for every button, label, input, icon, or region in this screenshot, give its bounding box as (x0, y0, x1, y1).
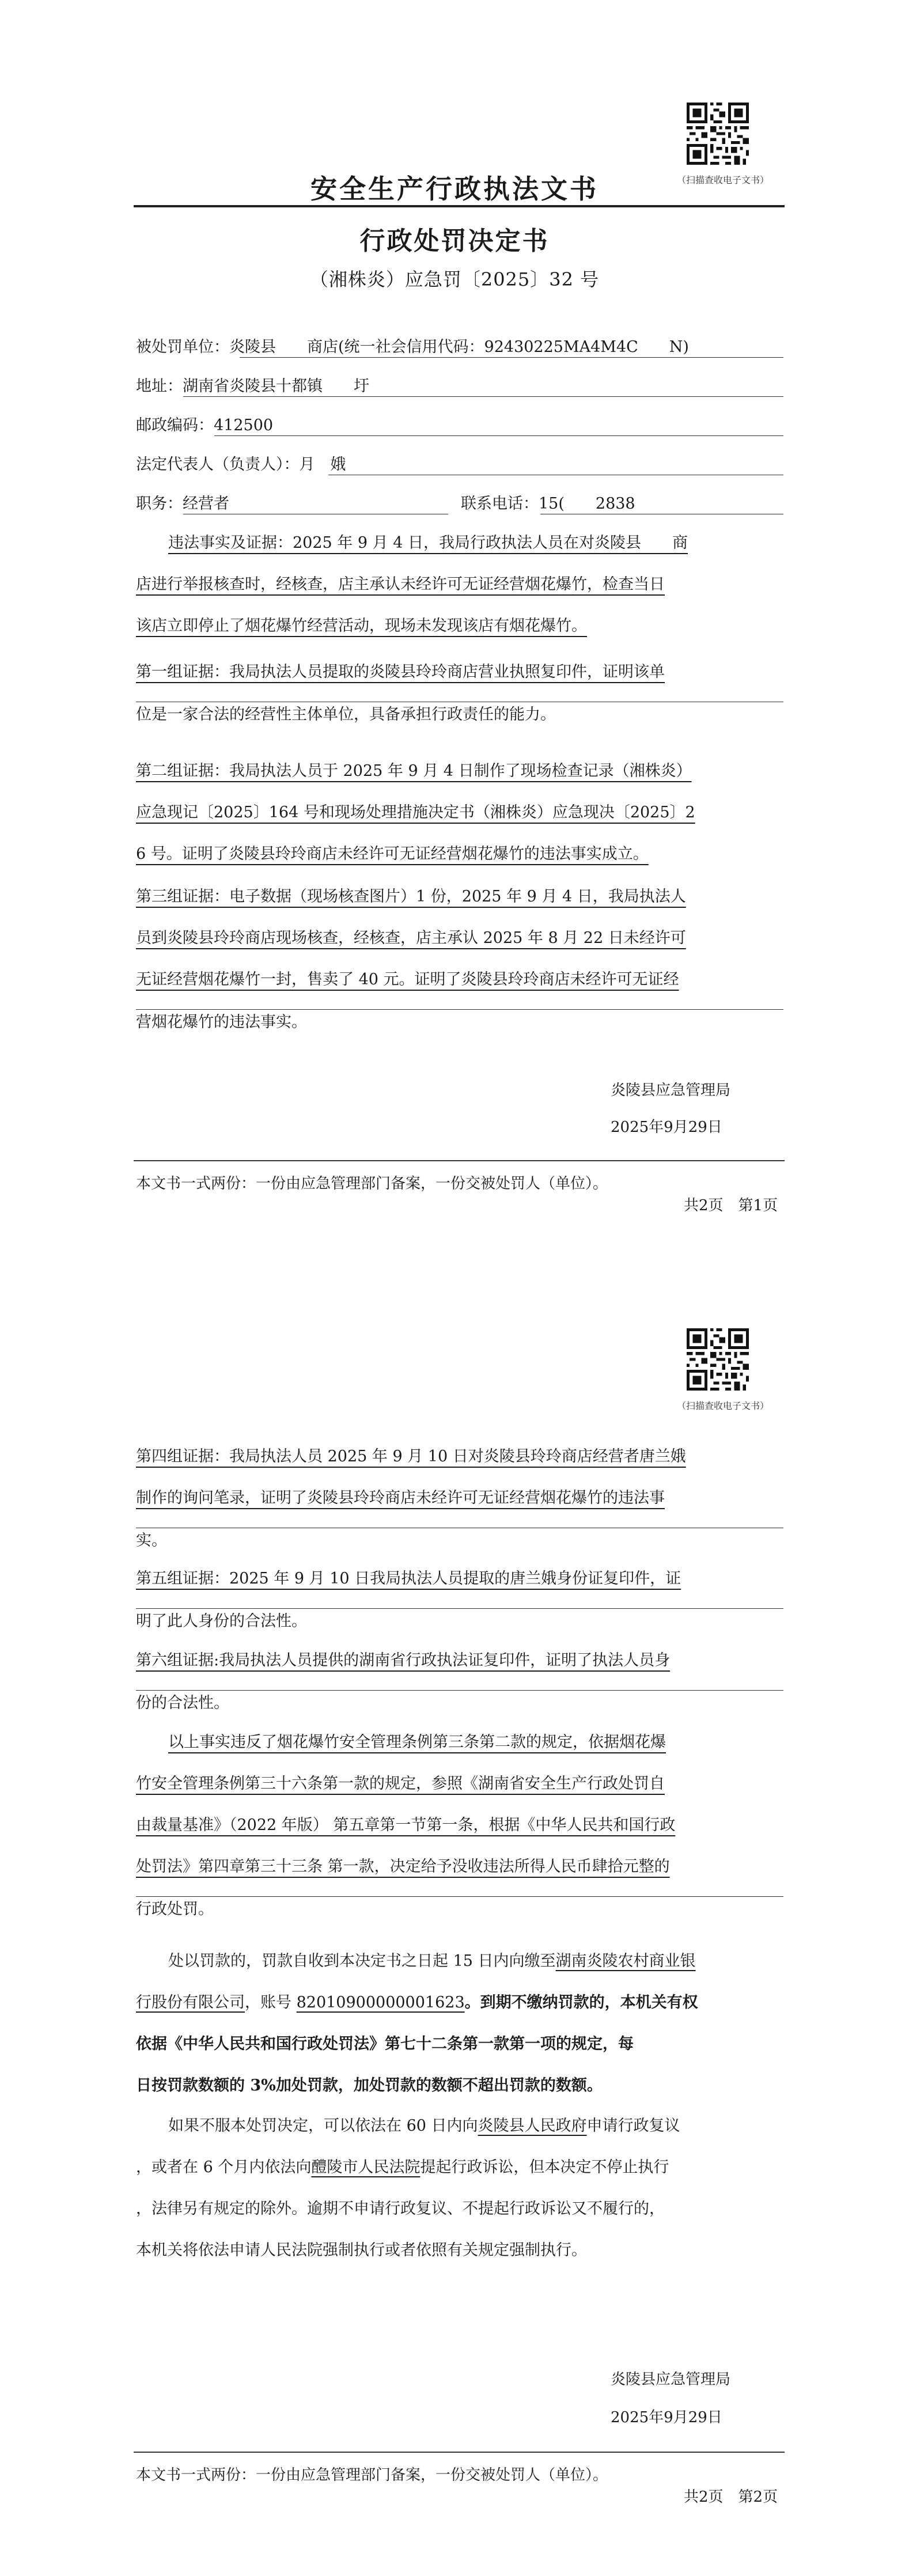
evidence-line: 应急现记〔2025〕164 号和现场处理措施决定书（湘株炎）应急现决〔2025〕2 (136, 804, 695, 821)
address-row (136, 373, 369, 396)
appeal-line: ，法律另有规定的除外。逾期不申请行政复议、不提起行政诉讼又不履行的， (136, 2200, 665, 2218)
document-subtitle: 行政处罚决定书 (359, 226, 550, 256)
postcode-row (136, 412, 273, 435)
facts-line: 违法事实及证据：2025 年 9 月 4 日，我局行政执法人员在对炎陵县 商 (168, 534, 688, 552)
postcode-value: 412500 (214, 416, 274, 434)
qr-caption: （扫描查收电子文书） (676, 175, 769, 185)
phone-label: 联系电话： (461, 495, 539, 513)
evidence-line: 6 号。证明了炎陵县玲玲商店未经许可无证经营烟花爆竹的违法事实成立。 (136, 845, 649, 863)
document-page-2 (0, 1288, 909, 2576)
evidence-line: 明了此人身份的合法性。 (136, 1583, 783, 1609)
evidence-line: 第二组证据：我局执法人员于 2025 年 9 月 4 日制作了现场检查记录（湘株炎） (136, 762, 692, 780)
facts-line: 该店立即停止了烟花爆竹经营活动，现场未发现该店有烟花爆竹。 (136, 617, 587, 635)
decision-line: 行政处罚。 (136, 1871, 783, 1897)
decision-line: 竹安全管理条例第三十六条第一款的规定，参照《湖南省安全生产行政处罚自 (136, 1775, 665, 1793)
appeal-line: 如果不服本处罚决定，可以依法在 60 日内向炎陵县人民政府申请行政复议 (168, 2117, 680, 2135)
legal-rep-value: 月 娥 (299, 456, 346, 473)
address-label: 地址： (136, 377, 183, 395)
penalized-unit-value: 炎陵县 商店(统一社会信用代码：92430225MA4M4C N) (229, 338, 689, 356)
page-number: 共2页 第1页 (684, 1197, 778, 1214)
penalized-unit-label: 被处罚单位： (136, 338, 229, 356)
position-value: 经营者 (183, 495, 229, 513)
qr-caption: （扫描查收电子文书） (676, 1400, 769, 1411)
qr-code-icon[interactable] (687, 103, 749, 165)
evidence-line: 第三组证据：电子数据（现场核查图片）1 份，2025 年 9 月 4 日，我局执法人 (136, 888, 686, 906)
evidence-line: 制作的询问笔录，证明了炎陵县玲玲商店未经许可无证经营烟花爆竹的违法事 (136, 1489, 665, 1507)
page-number: 共2页 第2页 (684, 2488, 778, 2506)
document-title: 安全生产行政执法文书 (310, 173, 599, 204)
phone-row (461, 491, 635, 513)
decision-line: 由裁量基准》（2022 年版） 第五章第一节第一条，根据《中华人民共和国行政 (136, 1816, 676, 1834)
decision-line: 处罚法》第四章第三十三条 第一款，决定给予没收违法所得人民币肆拾元整的 (136, 1858, 670, 1876)
phone-value: 15( 2838 (539, 495, 635, 513)
evidence-line: 第四组证据：我局执法人员 2025 年 9 月 10 日对炎陵县玲玲商店经营者唐兰娥 (136, 1448, 686, 1465)
legal-rep-label: 法定代表人（负责人）： (136, 456, 300, 473)
qr-code-icon[interactable] (687, 1328, 749, 1391)
evidence-line: 第六组证据:我局执法人员提供的湖南省行政执法证复印件，证明了执法人员身 (136, 1651, 671, 1669)
evidence-line: 位是一家合法的经营性主体单位，具备承担行政责任的能力。 (136, 676, 783, 702)
evidence-line: 实。 (136, 1502, 783, 1528)
footer-divider (134, 1160, 785, 1161)
footer-divider (134, 2452, 785, 2453)
document-number: （湘株炎）应急罚〔2025〕32 号 (309, 268, 600, 290)
postcode-label: 邮政编码： (136, 416, 214, 434)
review-authority: 炎陵县人民政府 (478, 2117, 587, 2135)
bank-name-cont: 行股份有限公司 (136, 1994, 245, 2011)
evidence-line: 员到炎陵县玲玲商店现场核查，经核查，店主承认 2025 年 8 月 22 日未经许可 (136, 929, 686, 947)
evidence-line: 第一组证据：我局执法人员提取的炎陵县玲玲商店营业执照复印件，证明该单 (136, 663, 665, 681)
position-row (136, 491, 229, 513)
legal-rep-row (136, 452, 346, 474)
copies-note: 本文书一式两份：一份由应急管理部门备案，一份交被处罚人（单位）。 (136, 1175, 608, 1192)
decision-line: 以上事实违反了烟花爆竹安全管理条例第三条第二款的规定，依据烟花爆 (168, 1733, 666, 1751)
title-divider (134, 205, 785, 207)
issuing-agency: 炎陵县应急管理局 (611, 1082, 731, 1099)
appeal-line: ，或者在 6 个月内依法向醴陵市人民法院提起行政诉讼，但本决定不停止执行 (136, 2158, 669, 2176)
issue-date: 2025年9月29日 (611, 2409, 722, 2426)
position-label: 职务： (136, 495, 183, 513)
payment-line: 依据《中华人民共和国行政处罚法》第七十二条第一款第一项的规定，每 (136, 2035, 634, 2053)
payment-line: 处以罚款的，罚款自收到本决定书之日起 15 日内向缴至湖南炎陵农村商业银 (168, 1952, 696, 1970)
court-name: 醴陵市人民法院 (311, 2158, 421, 2176)
bank-name: 湖南炎陵农村商业银 (555, 1952, 696, 1970)
address-value: 湖南省炎陵县十都镇 圩 (183, 377, 369, 395)
issuing-agency: 炎陵县应急管理局 (611, 2371, 731, 2388)
payment-line: 日按罚款数额的 3%加处罚款，加处罚款的数额不超出罚款的数额。 (136, 2077, 603, 2094)
facts-line: 店进行举报核查时，经核查，店主承认未经许可无证经营烟花爆竹，检查当日 (136, 575, 665, 593)
evidence-line: 无证经营烟花爆竹一封，售卖了 40 元。证明了炎陵县玲玲商店未经许可无证经 (136, 971, 679, 988)
appeal-line: 本机关将依法申请人民法院强制执行或者依照有关规定强制执行。 (136, 2241, 587, 2259)
evidence-line: 第五组证据：2025 年 9 月 10 日我局执法人员提取的唐兰娥身份证复印件，证 (136, 1570, 681, 1588)
payment-line: 行股份有限公司，账号 82010900000001623。到期不缴纳罚款的，本机关有权 (136, 1994, 698, 2011)
unit-underline (240, 357, 783, 358)
postcode-underline (214, 435, 783, 436)
evidence-line: 营烟花爆竹的违法事实。 (136, 984, 783, 1010)
evidence-line: 份的合法性。 (136, 1665, 783, 1691)
penalized-unit-row (136, 334, 689, 357)
address-underline (183, 396, 783, 397)
account-number: 82010900000001623 (296, 1994, 465, 2011)
issue-date: 2025年9月29日 (611, 1119, 722, 1136)
copies-note: 本文书一式两份：一份由应急管理部门备案，一份交被处罚人（单位）。 (136, 2467, 608, 2484)
